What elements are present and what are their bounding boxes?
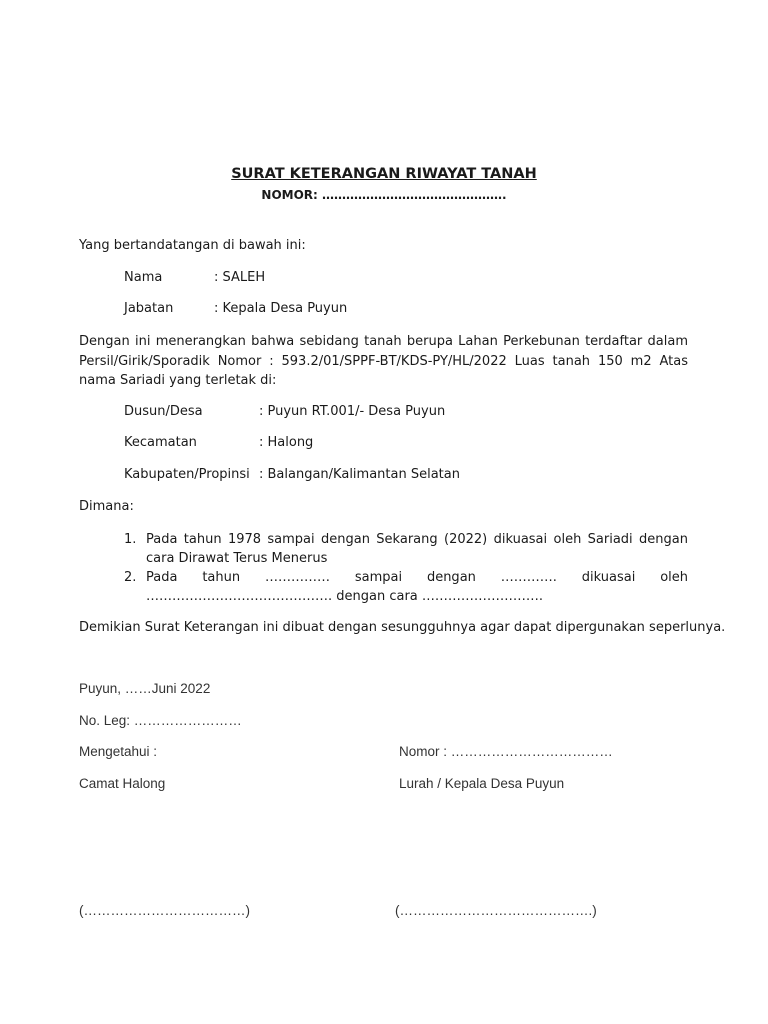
mengetahui-label: Mengetahui : xyxy=(79,744,158,759)
history-item-text: Pada tahun …………… sampai dengan …………. dikuasai oleh ……………………………………. dengan cara ………………………. xyxy=(146,570,688,604)
history-item-text: Pada tahun 1978 sampai dengan Sekarang (2022) dikuasai oleh Sariadi dengan cara Dirawat Terus Menerus xyxy=(146,532,688,566)
document-number: NOMOR: ………………………………………. xyxy=(261,188,507,202)
dusun-value: : Puyun RT.001/- Desa Puyun xyxy=(259,404,446,419)
place-date: Puyun, ……Juni 2022 xyxy=(79,681,211,696)
kabupaten-value: : Balangan/Kalimantan Selatan xyxy=(259,467,460,482)
history-item-number: 2. xyxy=(124,570,137,585)
jabatan-label: Jabatan xyxy=(124,301,174,316)
intro-text: Yang bertandatangan di bawah ini: xyxy=(79,238,306,253)
statement-paragraph: Dengan ini menerangkan bahwa sebidang tanah berupa Lahan Perkebunan terdaftar dalam Persil/Girik/Sporadik Nomor : 593.2/01/SPPF-BT/KDS-PY/HL/2022 Luas tanah 150 m2 Atas nama Sariadi yang terletak di: xyxy=(79,334,688,388)
document-title: SURAT KETERANGAN RIWAYAT TANAH xyxy=(231,166,537,182)
no-leg: No. Leg: …………………… xyxy=(79,713,242,728)
history-item xyxy=(124,530,688,568)
kabupaten-label: Kabupaten/Propinsi xyxy=(124,467,250,482)
lurah-title: Lurah / Kepala Desa Puyun xyxy=(399,776,565,791)
closing-text: Demikian Surat Keterangan ini dibuat dengan sesungguhnya agar dapat dipergunakan seperlunya. xyxy=(79,620,726,635)
nama-value: : SALEH xyxy=(214,270,266,285)
signature-nomor: Nomor : ……………………………… xyxy=(399,744,613,759)
dusun-label: Dusun/Desa xyxy=(124,404,203,419)
history-item xyxy=(124,568,688,606)
kecamatan-label: Kecamatan xyxy=(124,435,197,450)
right-signature-line: (…………………………………….) xyxy=(395,903,597,918)
dimana-label: Dimana: xyxy=(79,499,134,514)
kecamatan-value: : Halong xyxy=(259,435,314,450)
jabatan-value: : Kepala Desa Puyun xyxy=(214,301,348,316)
history-item-number: 1. xyxy=(124,532,137,547)
nama-label: Nama xyxy=(124,270,163,285)
left-signature-line: (………………………………) xyxy=(79,903,250,918)
camat-title: Camat Halong xyxy=(79,776,166,791)
